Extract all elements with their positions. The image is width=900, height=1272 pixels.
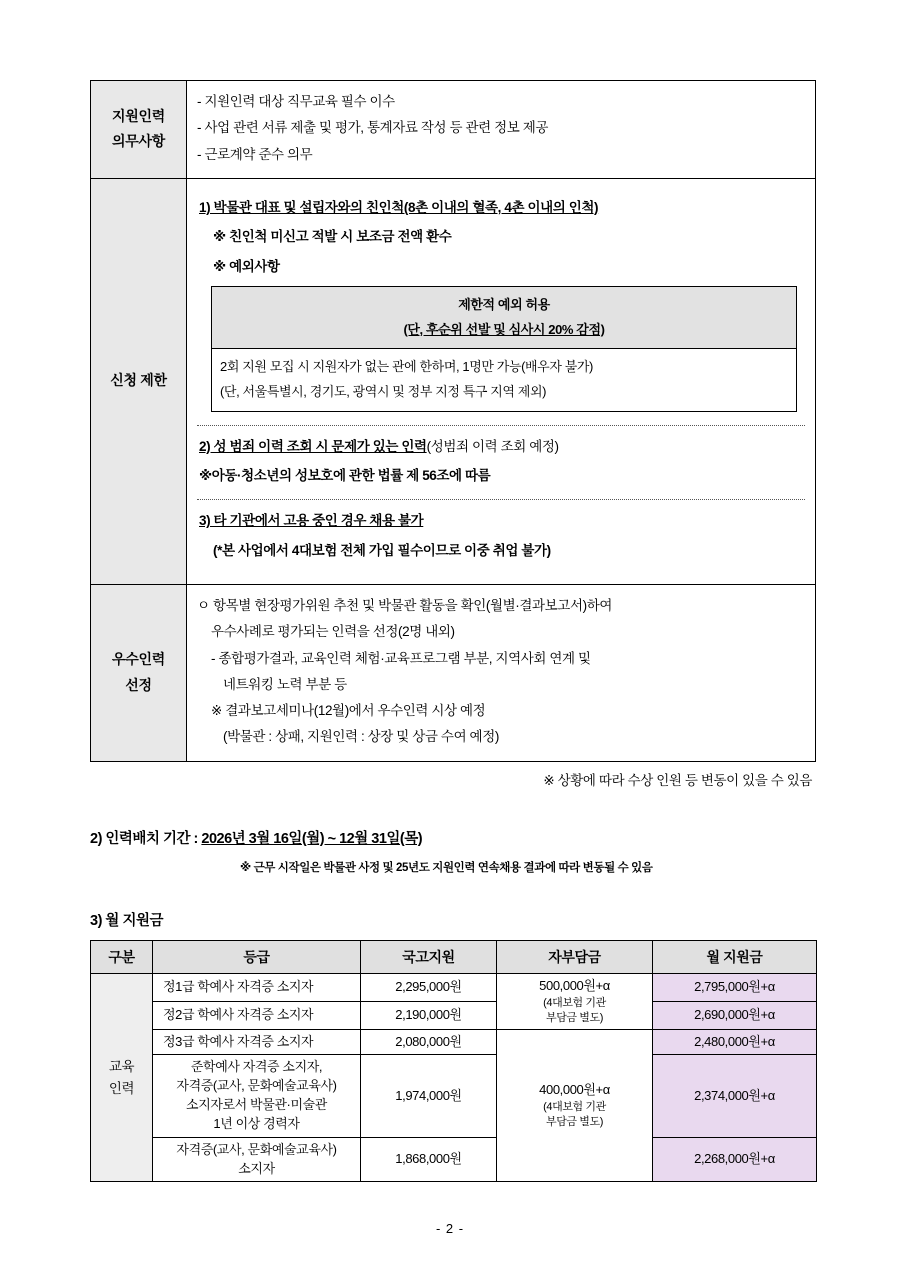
row-label-line2: 선정 xyxy=(125,676,152,693)
monthly-support-table xyxy=(90,940,817,1183)
table-header-row xyxy=(91,940,817,973)
excellent-line-2: 우수사례로 평가되는 인력을 선정(2명 내외) xyxy=(211,624,455,640)
grade-line1: 준학예사 자격증 소지자, xyxy=(190,1059,323,1075)
exception-box-table xyxy=(211,286,797,412)
row-content-excellent xyxy=(187,584,816,761)
grade-line2: 소지자 xyxy=(238,1160,275,1176)
exception-header-line1: 제한적 예외 허용 xyxy=(458,296,550,312)
section-3-heading: 3) 월 지원금 xyxy=(90,912,163,929)
duty-line-2: - 사업 관련 서류 제출 및 평가, 통계자료 작성 등 관련 정보 제공 xyxy=(197,120,549,136)
grade-line4: 1년 이상 경력자 xyxy=(213,1115,300,1131)
table-row xyxy=(91,584,816,761)
row-content-restrictions xyxy=(187,178,816,584)
exception-body-line1: 2회 지원 모집 시 지원자가 없는 관에 한하며, 1명만 가능(배우자 불가) xyxy=(220,359,593,375)
cell-grade xyxy=(153,1137,361,1182)
row-label-line2: 의무사항 xyxy=(112,133,165,150)
cell-gov-support: 1,974,000원 xyxy=(361,1055,497,1137)
cell-grade xyxy=(153,1055,361,1137)
duty-line-3: - 근로계약 준수 의무 xyxy=(197,146,313,162)
restriction-3-note: (*본 사업에서 4대보험 전체 가입 필수이므로 이중 취업 불가) xyxy=(213,542,551,558)
cell-self-pay xyxy=(497,1029,653,1182)
section-2-heading-prefix: 2) 인력배치 기간 : xyxy=(90,830,202,847)
table-row xyxy=(91,178,816,584)
excellent-line-6: (박물관 : 상패, 지원인력 : 상장 및 상금 수여 예정) xyxy=(223,729,499,745)
col-header-gov-support: 국고지원 xyxy=(361,940,497,973)
restriction-3-title: 3) 타 기관에서 고용 중인 경우 채용 불가 xyxy=(199,513,424,529)
cell-grade: 정1급 학예사 자격증 소지자 xyxy=(153,974,361,1002)
category-line1: 교육 xyxy=(108,1059,135,1075)
exception-header-line2: (단, 후순위 선발 및 심사시 20% 감점) xyxy=(403,321,605,337)
self-pay-sub-line2: 부담금 별도) xyxy=(545,1011,604,1024)
section-2-heading xyxy=(90,827,816,848)
cell-gov-support: 2,295,000원 xyxy=(361,974,497,1002)
col-header-category: 구분 xyxy=(91,940,153,973)
grade-line2: 자격증(교사, 문화예술교육사) xyxy=(176,1078,337,1094)
cell-category-education xyxy=(91,974,153,1182)
cell-monthly-total: 2,268,000원+α xyxy=(653,1137,817,1182)
page-number: - 2 - xyxy=(435,1221,465,1236)
excellent-line-3: - 종합평가결과, 교육인력 체험·교육프로그램 부분, 지역사회 연계 및 xyxy=(211,650,591,666)
excellent-line-5: ※ 결과보고세미나(12월)에서 우수인력 시상 예정 xyxy=(211,703,486,719)
self-pay-amount: 500,000원+α xyxy=(539,978,610,994)
table-row xyxy=(212,286,797,348)
conditions-footnote: ※ 상황에 따라 수상 인원 등 변동이 있을 수 있음 xyxy=(543,772,812,788)
table-row xyxy=(91,81,816,179)
excellent-line-4: 네트워킹 노력 부분 등 xyxy=(223,676,347,692)
cell-self-pay xyxy=(497,974,653,1030)
restriction-section-2 xyxy=(197,425,805,500)
table-row xyxy=(91,974,817,1002)
row-label-line1: 신청 제한 xyxy=(110,372,167,389)
cell-monthly-total: 2,374,000원+α xyxy=(653,1055,817,1137)
cell-gov-support: 2,080,000원 xyxy=(361,1029,497,1055)
cell-grade: 정2급 학예사 자격증 소지자 xyxy=(153,1001,361,1029)
section-2-note: ※ 근무 시작일은 박물관 사정 및 25년도 지원인력 연속채용 결과에 따라 변동될 수 있음 xyxy=(240,861,653,874)
restriction-2-title-suffix: (성범죄 이력 조회 예정) xyxy=(426,438,559,454)
row-content-duties xyxy=(187,81,816,179)
cell-gov-support: 2,190,000원 xyxy=(361,1001,497,1029)
cell-monthly-total: 2,690,000원+α xyxy=(653,1001,817,1029)
table-row xyxy=(91,1001,817,1029)
exception-box-header xyxy=(212,286,797,348)
exception-box-body xyxy=(212,349,797,411)
cell-monthly-total: 2,480,000원+α xyxy=(653,1029,817,1055)
restriction-section-1 xyxy=(197,187,805,425)
exception-body-line2: (단, 서울특별시, 경기도, 광역시 및 정부 지정 특구 지역 제외) xyxy=(220,383,547,399)
self-pay-sub-line2: 부담금 별도) xyxy=(545,1115,604,1128)
restriction-1-note1: ※ 친인척 미신고 적발 시 보조금 전액 환수 xyxy=(213,229,452,245)
col-header-grade: 등급 xyxy=(153,940,361,973)
duty-line-1: - 지원인력 대상 직무교육 필수 이수 xyxy=(197,94,395,109)
row-label-line1: 지원인력 xyxy=(112,107,165,124)
conditions-table xyxy=(90,80,816,762)
row-label-line1: 우수인력 xyxy=(112,650,165,667)
self-pay-sub-line1: (4대보험 기관 xyxy=(543,996,606,1009)
cell-grade: 정3급 학예사 자격증 소지자 xyxy=(153,1029,361,1055)
restriction-1-title: 1) 박물관 대표 및 설립자와의 친인척(8촌 이내의 혈족, 4촌 이내의 인척) xyxy=(199,199,599,215)
section-2-heading-period: 2026년 3월 16일(월) ~ 12월 31일(목) xyxy=(201,830,423,847)
self-pay-sub-line1: (4대보험 기관 xyxy=(543,1101,606,1114)
self-pay-amount: 400,000원+α xyxy=(539,1082,610,1098)
restriction-2-title: 2) 성 범죄 이력 조회 시 문제가 있는 인력 xyxy=(199,438,427,454)
restriction-section-3 xyxy=(197,499,805,574)
grade-line3: 소지자로서 박물관·미술관 xyxy=(186,1097,327,1113)
excellent-line-1: ㅇ 항목별 현장평가위원 추천 및 박물관 활동을 확인(월별·결과보고서)하여 xyxy=(197,597,612,613)
table-row xyxy=(91,1055,817,1137)
row-label-excellent xyxy=(91,584,187,761)
table-row xyxy=(212,349,797,411)
grade-line1: 자격증(교사, 문화예술교육사) xyxy=(176,1141,337,1157)
table-row xyxy=(91,1029,817,1055)
row-label-duties xyxy=(91,81,187,179)
cell-gov-support: 1,868,000원 xyxy=(361,1137,497,1182)
cell-monthly-total: 2,795,000원+α xyxy=(653,974,817,1002)
table-row xyxy=(91,1137,817,1182)
col-header-monthly-total: 월 지원금 xyxy=(653,940,817,973)
category-line2: 인력 xyxy=(108,1080,135,1096)
restriction-1-note2: ※ 예외사항 xyxy=(213,258,280,274)
col-header-self-pay: 자부담금 xyxy=(497,940,653,973)
restriction-2-note: ※아동·청소년의 성보호에 관한 법률 제 56조에 따름 xyxy=(199,467,491,483)
row-label-restrictions xyxy=(91,178,187,584)
